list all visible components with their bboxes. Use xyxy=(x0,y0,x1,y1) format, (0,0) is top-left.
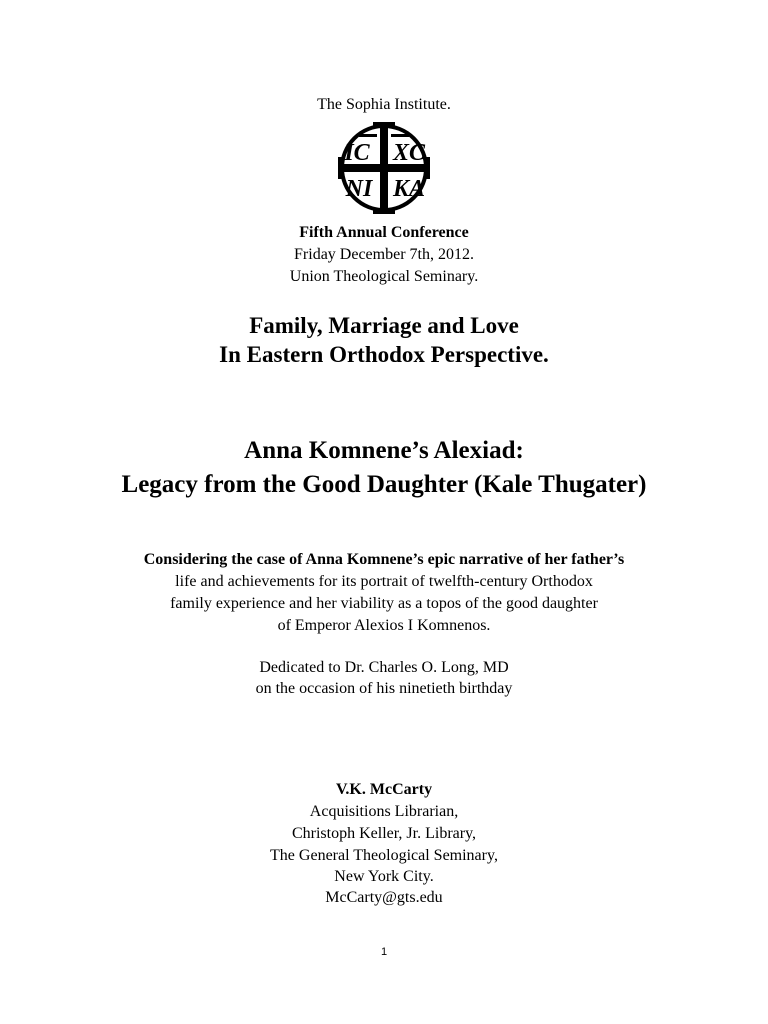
abstract-line-2: life and achievements for its portrait of twelfth-century Orthodox xyxy=(175,573,593,590)
abstract-line-4: of Emperor Alexios I Komnenos. xyxy=(277,617,491,634)
emblem-letters-top-left: IC xyxy=(344,140,370,166)
conference-date: Friday December 7th, 2012. xyxy=(294,246,474,263)
ic-xc-nika-cross-icon xyxy=(329,122,439,214)
abstract-line-1: Considering the case of Anna Komnene’s epic narrative of her father’s xyxy=(143,551,625,568)
page-number: 1 xyxy=(380,946,388,958)
author-city: New York City. xyxy=(334,868,434,885)
institute-name: The Sophia Institute. xyxy=(317,96,451,113)
author-library: Christoph Keller, Jr. Library, xyxy=(291,825,477,842)
author-name: V.K. McCarty xyxy=(335,781,433,798)
theme-line-2: In Eastern Orthodox Perspective. xyxy=(219,342,549,367)
author-email[interactable]: McCarty@gts.edu xyxy=(325,889,443,906)
paper-title-line-2: Legacy from the Good Daughter (Kale Thugater) xyxy=(121,471,647,498)
dedication-line-1: Dedicated to Dr. Charles O. Long, MD xyxy=(259,659,509,676)
conference-name: Fifth Annual Conference xyxy=(299,224,469,241)
abstract-line-3: family experience and her viability as a topos of the good daughter xyxy=(170,595,598,612)
emblem-letters-bottom-left: NI xyxy=(345,176,373,202)
theme-line-1: Family, Marriage and Love xyxy=(249,313,519,338)
conference-venue: Union Theological Seminary. xyxy=(289,268,479,285)
author-seminary: The General Theological Seminary, xyxy=(270,847,498,864)
paper-title-line-1: Anna Komnene’s Alexiad: xyxy=(244,437,524,464)
author-role: Acquisitions Librarian, xyxy=(309,803,459,820)
emblem-letters-bottom-right: KA xyxy=(392,176,426,202)
emblem-letters-top-right: XC xyxy=(392,140,426,166)
dedication-line-2: on the occasion of his ninetieth birthday xyxy=(255,680,513,697)
